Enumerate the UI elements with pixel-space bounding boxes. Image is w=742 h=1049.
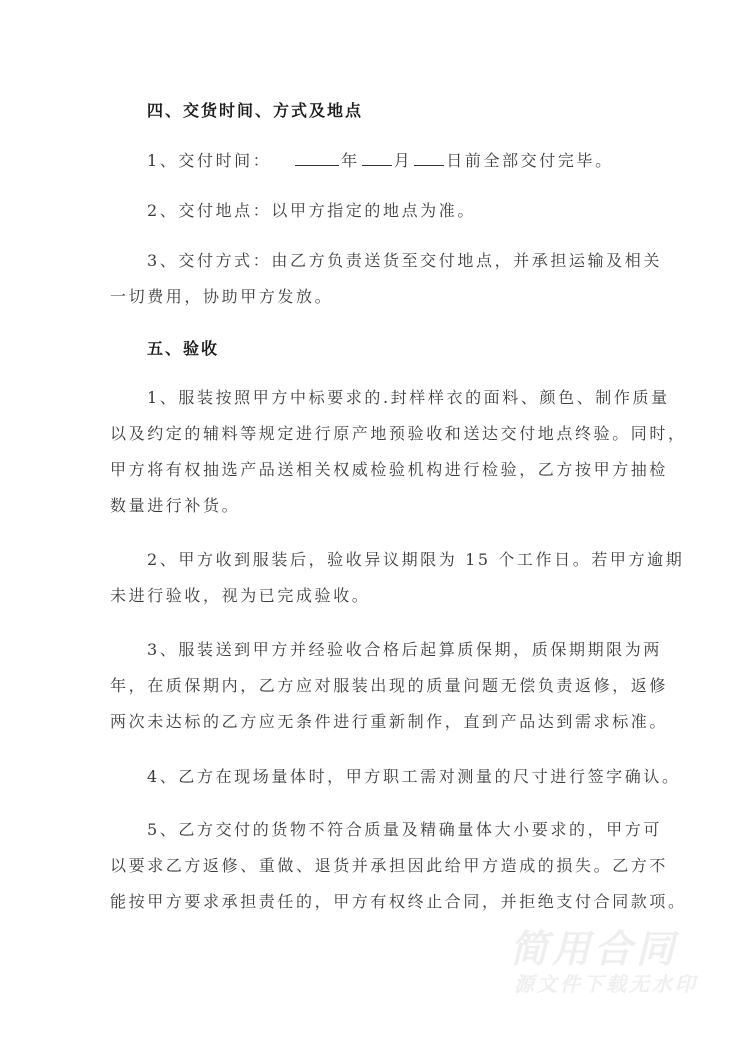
section-4-item-3-line-2: 一切费用，协助甲方发放。	[110, 287, 334, 306]
section-5-item-2-line-1: 2、甲方收到服装后，验收异议期限为 15 个工作日。若甲方逾期	[147, 550, 685, 569]
section-5-item-3-line-1: 3、服装送到甲方并经验收合格后起算质保期，质保期期限为两	[147, 640, 662, 659]
section-5-item-3-line-3: 两次未达标的乙方应无条件进行重新制作，直到产品达到需求标准。	[110, 712, 669, 731]
year-label: 年	[341, 151, 360, 170]
section-5-item-1-line-1: 1、服装按照甲方中标要求的.封样样衣的面料、颜色、制作质量	[147, 388, 670, 407]
section-5-item-4: 4、乙方在现场量体时，甲方职工需对测量的尺寸进行签字确认。	[147, 767, 681, 786]
section-5-item-1-line-2: 以及约定的辅料等规定进行原产地预验收和送达交付地点终验。同时，	[110, 424, 687, 443]
section-5-item-2-line-2: 未进行验收，视为已完成验收。	[110, 586, 371, 605]
month-label: 月	[393, 151, 413, 170]
year-blank-field[interactable]	[295, 151, 339, 166]
day-blank-field[interactable]	[414, 151, 444, 166]
section-4-item-2: 2、交付地点：以甲方指定的地点为准。	[147, 201, 476, 220]
section-5-item-5-line-3: 能按甲方要求承担责任的，甲方有权终止合同，并拒绝支付合同款项。	[110, 892, 687, 911]
month-blank-field[interactable]	[362, 151, 392, 166]
watermark-logo: 简用合同	[510, 927, 679, 971]
section-5-item-1-line-3: 甲方将有权抽选产品送相关权威检验机构进行检验，乙方按甲方抽检	[110, 460, 669, 479]
delivery-time-suffix: 日前全部交付完毕。	[446, 151, 614, 170]
section-4-item-1	[147, 151, 614, 171]
delivery-time-label: 1、交付时间：	[147, 151, 272, 170]
section-5-item-5-line-1: 5、乙方交付的货物不符合质量及精确量体大小要求的，甲方可	[147, 820, 662, 839]
section-5-item-5-line-2: 以要求乙方返修、重做、退货并承担因此给甲方造成的损失。乙方不	[110, 856, 669, 875]
section-4-heading: 四、交货时间、方式及地点	[147, 101, 364, 120]
section-5-item-3-line-2: 年，在质保期内，乙方应对服装出现的质量问题无偿负责返修，返修	[110, 676, 669, 695]
section-5-item-1-line-4: 数量进行补货。	[110, 496, 241, 515]
section-4-item-3-line-1: 3、交付方式：由乙方负责送货至交付地点，并承担运输及相关	[147, 251, 662, 270]
watermark-subtitle: 源文件下载无水印	[514, 972, 698, 996]
section-5-heading: 五、验收	[147, 339, 220, 358]
